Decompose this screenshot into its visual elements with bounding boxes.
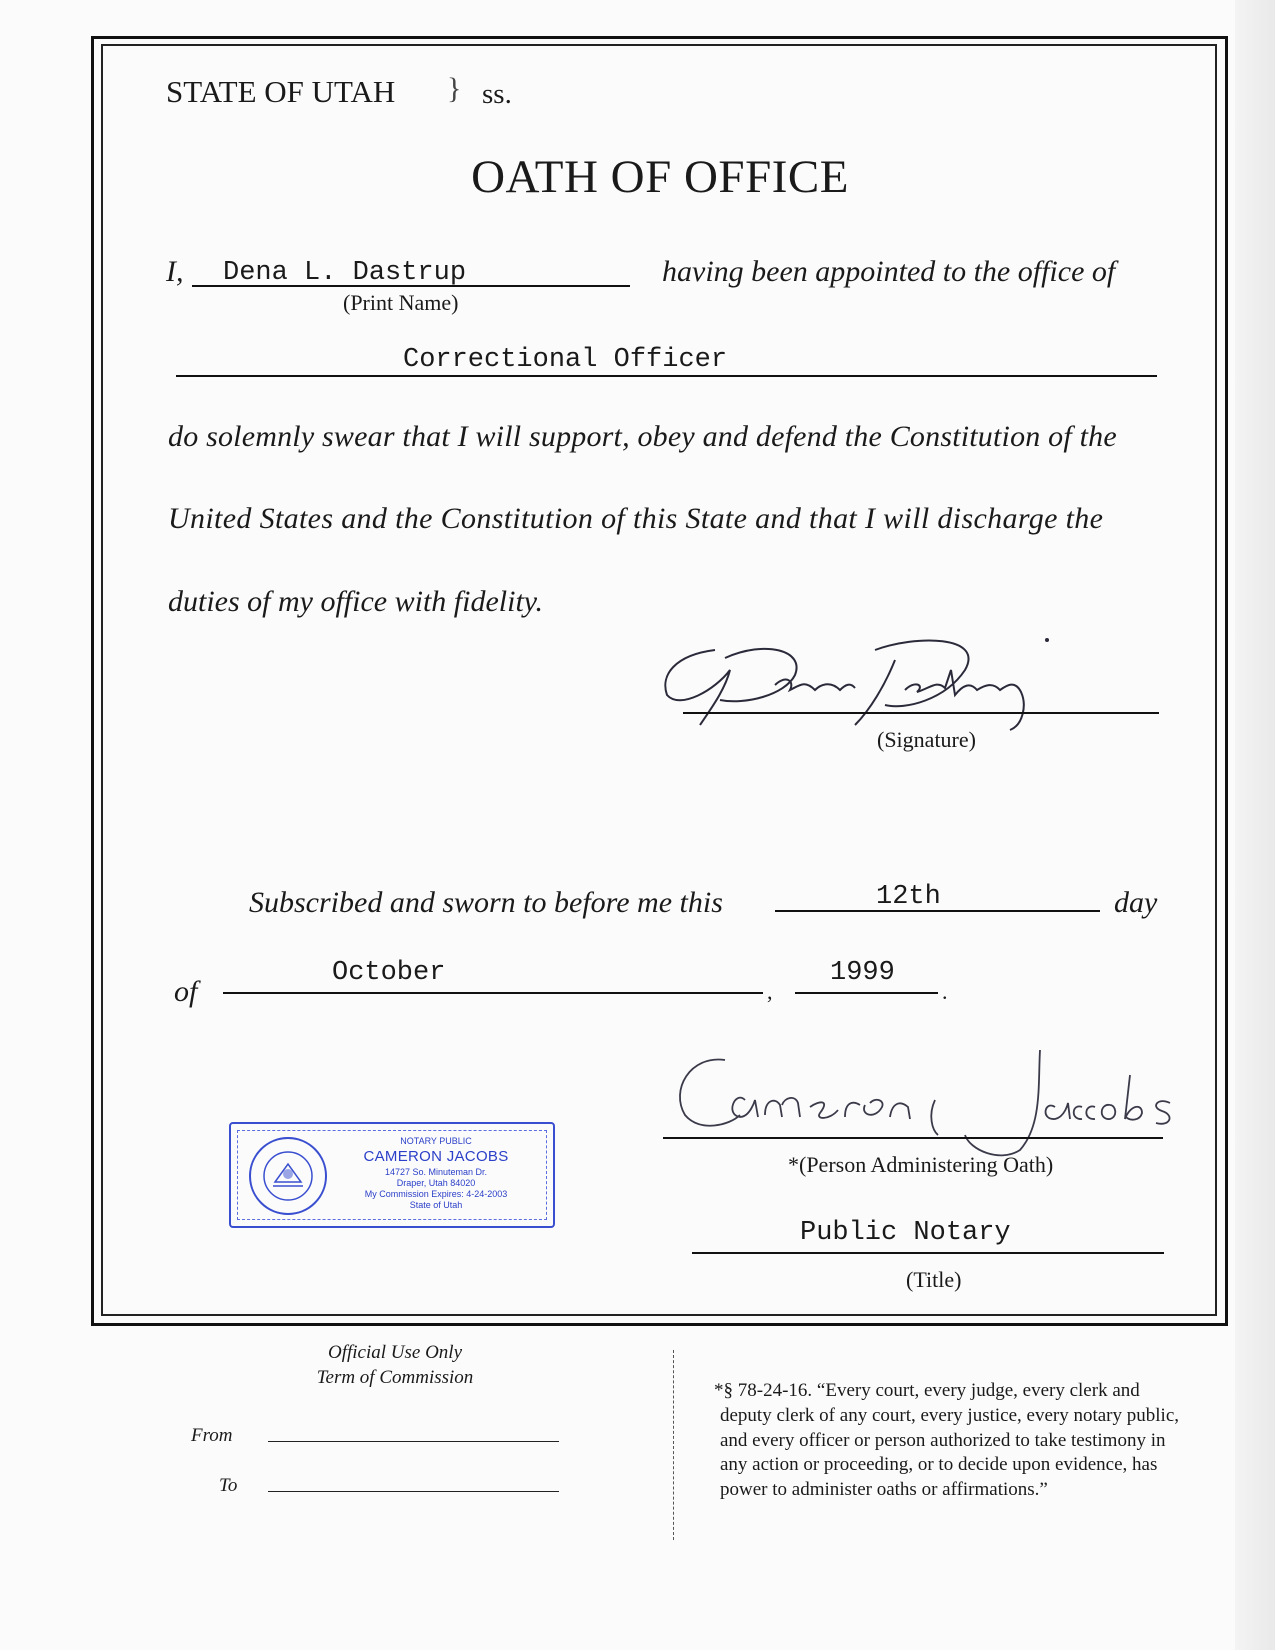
- year-value: 1999: [830, 958, 895, 988]
- statute-line-5: power to administer oaths or affirmations.”: [720, 1479, 1048, 1500]
- statute-line-1: *§ 78-24-16. “Every court, every judge, every clerk and: [714, 1380, 1140, 1401]
- administrator-caption: *(Person Administering Oath): [788, 1152, 1054, 1177]
- to-label: To: [219, 1475, 238, 1496]
- signature-underline: [683, 712, 1159, 714]
- official-use-heading: Official Use Only: [327, 1342, 463, 1363]
- statute-line-2: deputy clerk of any court, every justice, every notary public,: [720, 1405, 1179, 1426]
- stamp-address2: Draper, Utah 84020: [396, 1178, 476, 1188]
- appointee-name: Dena L. Dastrup: [223, 258, 467, 288]
- statute-line-3: and every officer or person authorized to take testimony in: [720, 1430, 1166, 1451]
- stamp-name: CAMERON JACOBS: [363, 1148, 509, 1165]
- office-underline: [176, 375, 1157, 377]
- month-value: October: [332, 958, 446, 988]
- day-value: 12th: [876, 882, 941, 912]
- oath-line-3: duties of my office with fidelity.: [168, 585, 543, 618]
- year-underline: [795, 992, 938, 994]
- print-name-caption: (Print Name): [343, 290, 459, 315]
- signature-caption: (Signature): [877, 727, 976, 752]
- of-word: of: [174, 975, 198, 1008]
- office-value: Correctional Officer: [403, 345, 728, 375]
- stamp-address1: 14727 So. Minuteman Dr.: [384, 1167, 488, 1177]
- stamp-state: State of Utah: [409, 1200, 463, 1210]
- stamp-commission: My Commission Expires: 4-24-2003: [364, 1189, 508, 1199]
- day-word: day: [1114, 886, 1158, 919]
- subscription-lead: Subscribed and sworn to before me this: [249, 886, 723, 919]
- state-seal-icon: [245, 1134, 331, 1218]
- document-title: OATH OF OFFICE: [471, 151, 849, 203]
- year-period: .: [942, 979, 948, 1004]
- statute-line-4: any action or proceeding, or to decide upon evidence, has: [720, 1454, 1158, 1475]
- administrator-underline: [663, 1137, 1163, 1139]
- administrator-signature: [670, 1045, 1210, 1165]
- title-caption: (Title): [906, 1267, 962, 1292]
- stamp-heading: NOTARY PUBLIC: [400, 1136, 472, 1146]
- month-comma: ,: [767, 979, 773, 1004]
- venue-brace: }: [447, 72, 462, 105]
- term-of-commission-heading: Term of Commission: [316, 1367, 474, 1388]
- venue-ss: ss.: [482, 78, 512, 110]
- page-edge-shadow: [1235, 0, 1275, 1650]
- day-underline: [775, 910, 1100, 912]
- notary-stamp: [229, 1122, 555, 1228]
- appointment-clause: having been appointed to the office of: [662, 255, 1116, 288]
- name-underline: [192, 285, 630, 287]
- title-value: Public Notary: [800, 1218, 1011, 1248]
- oath-line-2: United States and the Constitution of this State and that I will discharge the: [168, 502, 1104, 535]
- month-underline: [223, 992, 763, 994]
- to-line: [268, 1491, 559, 1492]
- state-heading: STATE OF UTAH: [166, 74, 396, 109]
- oath-prefix: I,: [166, 255, 184, 288]
- oath-line-1: do solemnly swear that I will support, obey and defend the Constitution of the: [168, 420, 1117, 453]
- title-underline: [692, 1252, 1164, 1254]
- from-line: [268, 1441, 559, 1442]
- from-label: From: [191, 1425, 233, 1446]
- appointee-signature: [655, 630, 1125, 740]
- footer-divider: [673, 1350, 674, 1540]
